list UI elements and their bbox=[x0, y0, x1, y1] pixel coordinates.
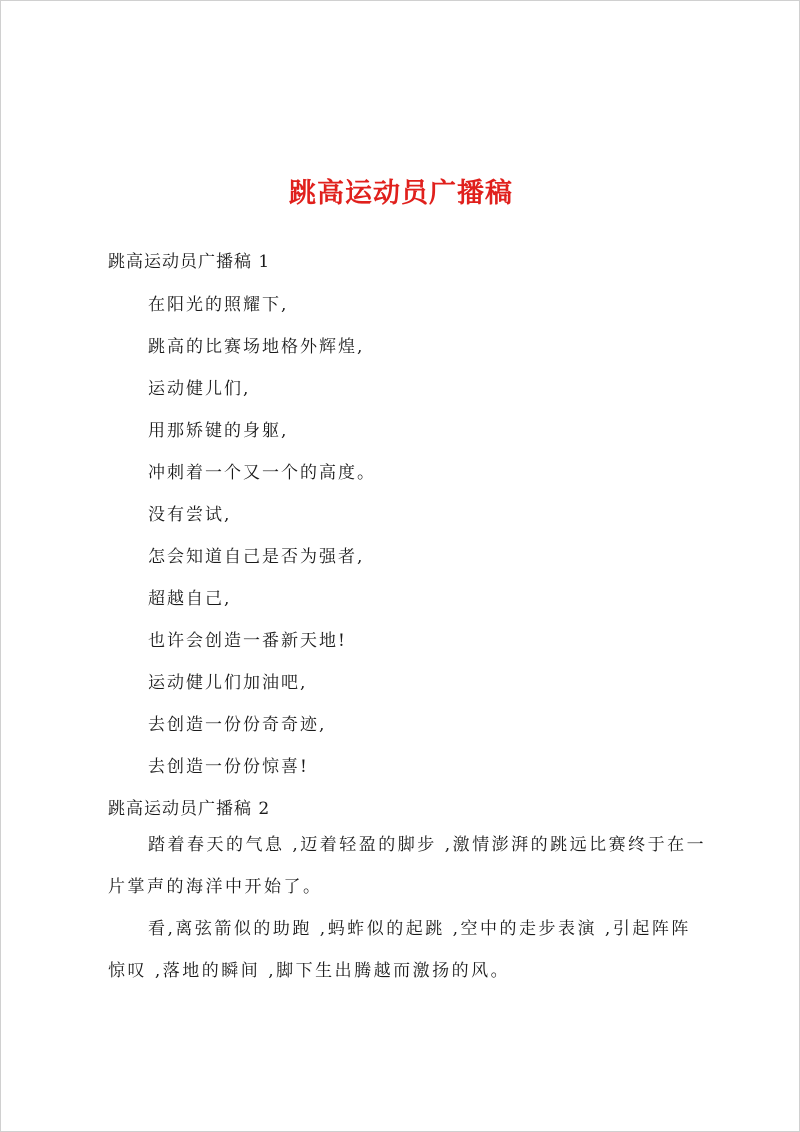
poem-line: 在阳光的照耀下, bbox=[148, 295, 289, 315]
poem-line: 也许会创造一番新天地! bbox=[148, 631, 347, 651]
poem-line: 超越自己, bbox=[148, 589, 232, 609]
poem-line: 没有尝试, bbox=[148, 505, 232, 525]
body-paragraph: 踏着春天的气息 ,迈着轻盈的脚步 ,激情澎湃的跳远比赛终于在一片掌声的海洋中开始了。 bbox=[108, 835, 707, 897]
section-heading-2: 跳高运动员广播稿 2 bbox=[108, 799, 271, 819]
poem-line: 运动健儿们加油吧, bbox=[148, 673, 308, 693]
poem-line: 运动健儿们, bbox=[148, 379, 251, 399]
poem-line: 跳高的比赛场地格外辉煌, bbox=[148, 337, 365, 357]
poem-line: 去创造一份份奇奇迹, bbox=[148, 715, 327, 735]
poem-line: 冲刺着一个又一个的高度。 bbox=[148, 463, 376, 483]
body-paragraph: 看,离弦箭似的助跑 ,蚂蚱似的起跳 ,空中的走步表演 ,引起阵阵惊叹 ,落地的瞬间 ,脚下生出腾越而激扬的风。 bbox=[108, 919, 691, 981]
poem-line: 去创造一份份惊喜! bbox=[148, 757, 309, 777]
document-title: 跳高运动员广播稿 bbox=[289, 178, 513, 209]
poem-line: 用那矫键的身躯, bbox=[148, 421, 289, 441]
poem-line: 怎会知道自己是否为强者, bbox=[148, 547, 365, 567]
section-heading-1: 跳高运动员广播稿 1 bbox=[108, 252, 271, 272]
